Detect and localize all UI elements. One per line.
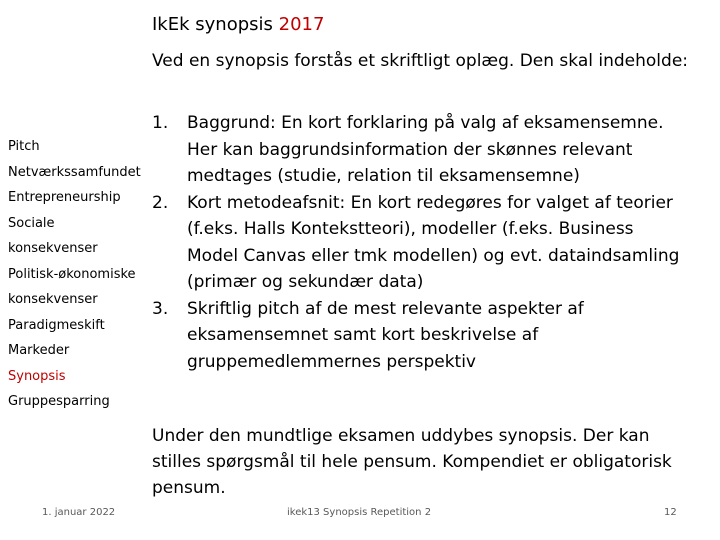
sidebar-item-politisk-okonomiske[interactable]: Politisk-økonomiske <box>8 266 136 282</box>
list-item-line: eksamensemnet samt kort beskrivelse af <box>187 325 539 345</box>
sidebar-item-entrepreneurship[interactable]: Entrepreneurship <box>8 190 121 205</box>
sidebar-item-konsekvenser[interactable]: konsekvenser <box>8 241 98 256</box>
sidebar-item-gruppesparring[interactable]: Gruppesparring <box>8 394 110 409</box>
page-title <box>152 12 324 38</box>
intro-text: Ved en synopsis forstås et skriftligt oplæg. Den skal indeholde: <box>152 51 689 71</box>
list-item <box>152 296 712 376</box>
list-item-line: Her kan baggrundsinformation der skønnes relevant <box>187 139 633 160</box>
sidebar-item-konsekvenser-2[interactable]: konsekvenser <box>8 292 98 307</box>
list-item-line: Kort metodeafsnit: En kort redegøres for valget af teorier <box>187 192 673 213</box>
sidebar-item-markeder[interactable]: Markeder <box>8 343 70 358</box>
list-item-line: Skriftlig pitch af de mest relevante aspekter af <box>187 298 584 319</box>
topic-sidebar <box>8 134 141 415</box>
list-item <box>152 110 712 190</box>
closing-line: stilles spørgsmål til hele pensum. Kompendiet er obligatorisk <box>152 452 672 472</box>
closing-line: pensum. <box>152 478 226 498</box>
list-item-line: Baggrund: En kort forklaring på valg af eksamensemne. <box>187 113 664 133</box>
list-item <box>152 190 712 296</box>
list-item-line: gruppemedlemmernes perspektiv <box>187 351 476 372</box>
list-item-line: medtages (studie, relation til eksamensemne) <box>187 166 580 186</box>
sidebar-item-pitch[interactable]: Pitch <box>8 139 40 154</box>
footer-date: 1. januar 2022 <box>42 507 116 518</box>
sidebar-item-netvaerkssamfundet[interactable]: Netværkssamfundet <box>8 164 141 180</box>
sidebar-item-synopsis[interactable]: Synopsis <box>8 368 66 384</box>
list-item-line: (f.eks. Halls Kontekstteori), modeller (f.eks. Business <box>187 219 634 239</box>
sidebar-item-sociale[interactable]: Sociale <box>8 215 55 231</box>
list-item-line: Model Canvas eller tmk modellen) og evt. dataindsamling <box>187 245 680 266</box>
list-item-number: 2. <box>152 192 169 213</box>
list-item-line: (primær og sekundær data) <box>187 272 424 292</box>
footer-page-number: 12 <box>664 507 677 518</box>
list-item-number: 1. <box>152 113 169 133</box>
closing-line: Under den mundtlige eksamen uddybes synopsis. Der kan <box>152 426 650 446</box>
title-text: IkEk synopsis <box>152 14 273 35</box>
list-item-number: 3. <box>152 298 169 319</box>
requirements-list <box>152 110 712 375</box>
closing-paragraph <box>152 423 672 501</box>
footer-title: ikek13 Synopsis Repetition 2 <box>287 507 432 518</box>
title-year: 2017 <box>278 14 325 35</box>
sidebar-item-paradigmeskift[interactable]: Paradigmeskift <box>8 317 105 333</box>
